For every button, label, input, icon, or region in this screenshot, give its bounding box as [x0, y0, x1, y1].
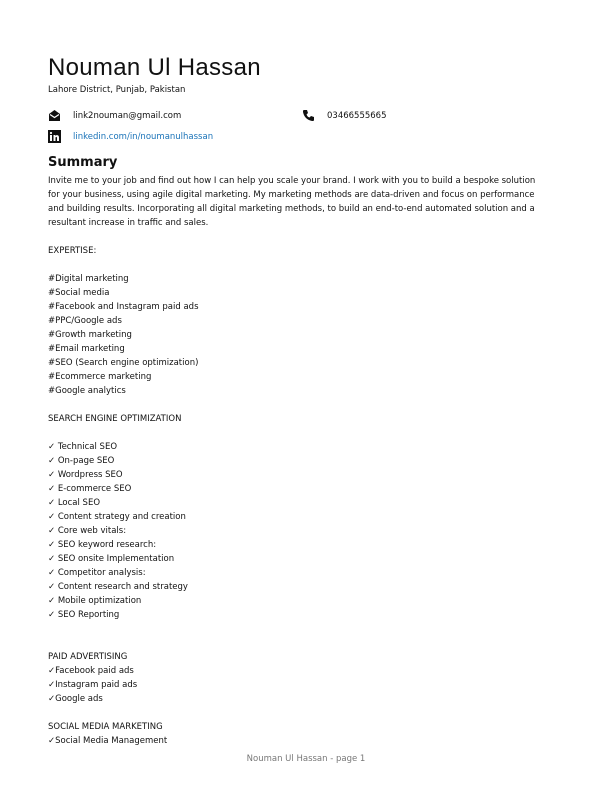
linkedin-icon	[48, 130, 61, 143]
text-line: #PPC/Google ads	[48, 316, 122, 326]
text-line: #Email marketing	[48, 344, 125, 354]
location: Lahore District, Punjab, Pakistan	[48, 85, 186, 95]
text-line	[48, 622, 558, 636]
text-line: ✓ Content research and strategy	[48, 582, 188, 592]
text-line	[48, 258, 558, 272]
text-line: ✓ Technical SEO	[48, 442, 118, 452]
text-line: #Growth marketing	[48, 330, 132, 340]
text-line: #Ecommerce marketing	[48, 372, 152, 382]
text-line	[48, 398, 558, 412]
text-line: ✓ SEO keyword research:	[48, 540, 157, 550]
text-line: ✓ Core web vitals:	[48, 526, 127, 536]
text-line: ✓ E-commerce SEO	[48, 484, 132, 494]
text-line: ✓ Content strategy and creation	[48, 512, 186, 522]
text-line: #Digital marketing	[48, 274, 129, 284]
text-line: ✓ Local SEO	[48, 498, 101, 508]
summary-body	[48, 174, 558, 748]
phone-row	[302, 109, 387, 122]
text-line: ✓ Competitor analysis:	[48, 568, 146, 578]
email[interactable]: link2nouman@gmail.com	[73, 110, 182, 121]
summary-heading: Summary	[48, 155, 118, 170]
page-footer: Nouman Ul Hassan - page 1	[246, 754, 366, 764]
text-line: ✓ SEO onsite Implementation	[48, 554, 175, 564]
text-line: ✓Instagram paid ads	[48, 680, 138, 690]
text-line: resultant increase in traffic and sales.	[48, 218, 209, 228]
text-line: ✓Google ads	[48, 694, 103, 704]
text-line	[48, 636, 558, 650]
phone-icon	[302, 109, 315, 122]
text-line: PAID ADVERTISING	[48, 652, 128, 662]
text-line: #Social media	[48, 288, 110, 298]
text-line: ✓Facebook paid ads	[48, 666, 134, 676]
text-line: and building results. Incorporating all digital marketing methods, to build an end-to-end automated solution and a	[48, 204, 535, 214]
text-line: ✓ SEO Reporting	[48, 610, 120, 620]
text-line: EXPERTISE:	[48, 246, 97, 256]
text-line: #Facebook and Instagram paid ads	[48, 302, 199, 312]
candidate-name: Nouman Ul Hassan	[48, 54, 261, 81]
text-line	[48, 706, 558, 720]
linkedin-row	[48, 130, 213, 143]
text-line: SEARCH ENGINE OPTIMIZATION	[48, 414, 182, 424]
text-line: ✓ Wordpress SEO	[48, 470, 123, 480]
text-line: #SEO (Search engine optimization)	[48, 358, 199, 368]
text-line	[48, 426, 558, 440]
text-line: ✓ Mobile optimization	[48, 596, 142, 606]
linkedin-link[interactable]: linkedin.com/in/noumanulhassan	[73, 131, 214, 142]
text-line: ✓ On-page SEO	[48, 456, 115, 466]
email-row	[48, 109, 181, 122]
text-line: #Google analytics	[48, 386, 126, 396]
text-line: SOCIAL MEDIA MARKETING	[48, 722, 163, 732]
envelope-icon	[48, 109, 61, 122]
text-line: for your business, using agile digital marketing. My marketing methods are data-driven and focus on performance	[48, 190, 535, 200]
text-line: Invite me to your job and find out how I can help you scale your brand. I work with you to build a bespoke solution	[48, 176, 536, 186]
text-line: ✓Social Media Management	[48, 736, 168, 746]
text-line	[48, 230, 558, 244]
phone[interactable]: 03466555665	[327, 110, 387, 121]
